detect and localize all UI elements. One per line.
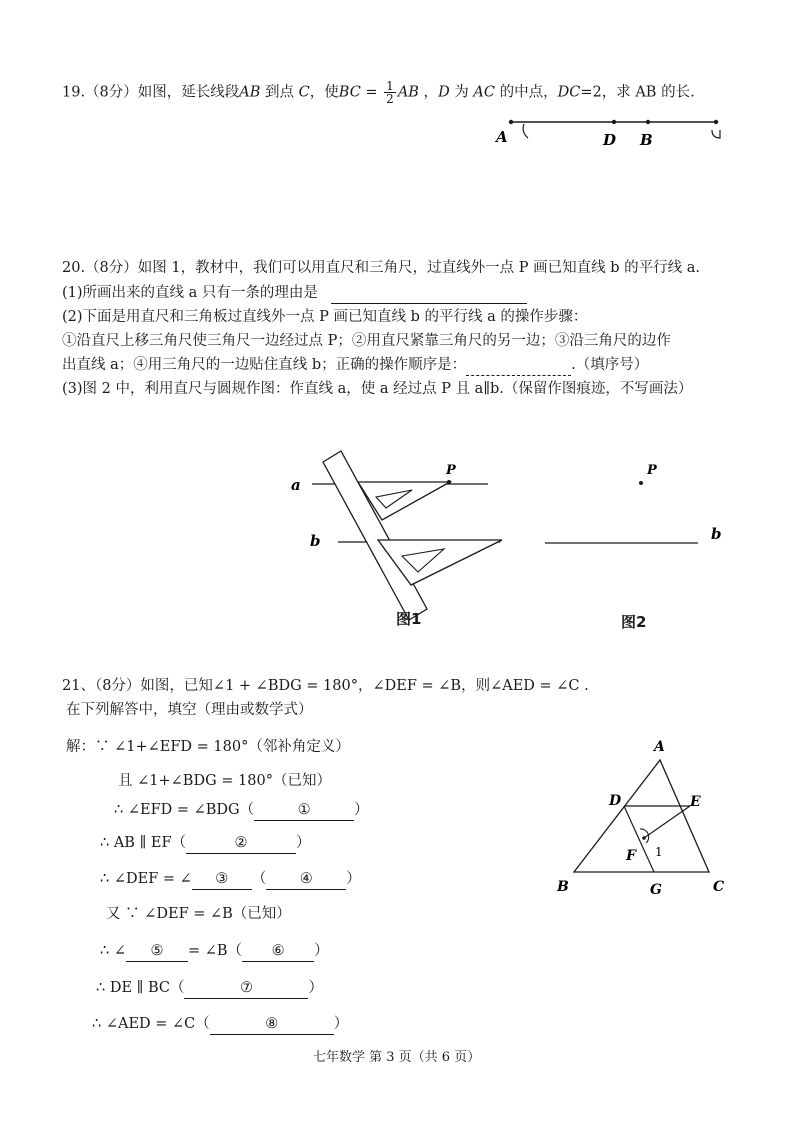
q20-line4: ①沿直尺上移三角尺使三角尺一边经过点 P；②用直尺紧靠三角尺的另一边；③沿三角尺的边作 — [62, 333, 671, 349]
q20-line5-tail: .（填序号） — [571, 357, 649, 373]
tri-label-f: F — [626, 848, 636, 864]
q19-mid2: ，使 — [309, 84, 339, 101]
q19-label-b: B — [640, 131, 653, 149]
fig2-label-p: P — [647, 463, 657, 478]
q19-ac: AC — [473, 84, 495, 101]
q19-mid1: 到点 — [260, 84, 299, 101]
tri-angle-1: 1 — [655, 845, 663, 859]
q21-step-2-close: ） — [354, 802, 369, 818]
q19-ab: AB — [239, 84, 261, 101]
tri-label-e: E — [690, 794, 701, 810]
q21-step-8-close: ） — [333, 1016, 349, 1032]
q19-frac-den: 2 — [386, 92, 394, 106]
q21-step-7-close: ） — [308, 980, 323, 996]
q21-step-6-mid: = ∠B（ — [187, 943, 243, 959]
q19-tail: =2，求 AB 的长. — [580, 84, 695, 101]
fig1-label-a: a — [291, 476, 301, 494]
q21-blank-1[interactable]: ① — [254, 800, 354, 821]
q21-step-1-text: 且 ∠1+∠BDG = 180°（已知） — [118, 773, 331, 789]
q21-blank-8[interactable]: ⑧ — [210, 1014, 334, 1035]
q21-step-8-text: ∴ ∠AED = ∠C（ — [92, 1016, 210, 1032]
q19-label-d: D — [603, 131, 617, 149]
q20-line1: 20.（8分）如图 1，教材中，我们可以用直尺和三角尺，过直线外一点 P 画已知直线 b 的平行线 a. — [62, 260, 700, 276]
q21-step-4-text: ∴ ∠DEF = ∠ — [100, 871, 192, 887]
q19-ab2: AB — [397, 84, 419, 101]
q20-line3: (2)下面是用直尺和三角板过直线外一点 P 画已知直线 b 的平行线 a 的操作步骤： — [62, 309, 588, 325]
q19-mid5: 的中点， — [495, 84, 558, 101]
tri-label-c: C — [713, 879, 725, 895]
tri-label-d: D — [609, 793, 622, 809]
fig2-label-b: b — [711, 525, 722, 543]
tri-label-b: B — [557, 879, 569, 895]
q21-step-2-text: ∴ ∠EFD = ∠BDG（ — [114, 802, 255, 818]
q19-dc: DC — [557, 84, 581, 101]
q21-step-7-text: ∴ DE ∥ BC（ — [96, 980, 185, 996]
q20-line2-text: (1)所画出来的直线 a 只有一条的理由是 — [62, 285, 318, 301]
q21-blank-7[interactable]: ⑦ — [184, 978, 308, 999]
q19-d: D — [438, 84, 450, 101]
q21-line2: 在下列解答中，填空（理由或数学式） — [66, 702, 313, 718]
page-footer: 七年数学 第 3 页（共 6 页） — [313, 1050, 481, 1065]
q19-mid4: 为 — [449, 84, 474, 101]
q20-line5-text: 出直线 a；④用三角尺的一边贴住直线 b；正确的操作顺序是： — [62, 357, 467, 373]
q21-step-4-open: （ — [251, 871, 267, 887]
fig1-caption: 图1 — [396, 610, 422, 628]
q19-label-a: A — [496, 128, 508, 146]
q21-blank-3[interactable]: ③ — [192, 869, 252, 890]
q19-c: C — [298, 84, 310, 101]
q19-eq: = — [360, 84, 383, 101]
q21-step-5-text: 又 ∵ ∠DEF = ∠B（已知） — [106, 906, 291, 922]
q21-blank-5[interactable]: ⑤ — [126, 941, 188, 962]
q21-blank-2[interactable]: ② — [186, 833, 296, 854]
q21-step-6-close: ） — [314, 943, 329, 959]
fig1-label-p: P — [446, 463, 456, 478]
q21-blank-6[interactable]: ⑥ — [242, 941, 314, 962]
q19-frac-num: 1 — [386, 79, 394, 93]
q21-step-0-text: 解：∵ ∠1+∠EFD = 180°（邻补角定义） — [66, 739, 350, 755]
q21-step-3-close: ） — [296, 835, 311, 851]
q21-step-4-close: ） — [346, 871, 361, 887]
q21-blank-4[interactable]: ④ — [266, 869, 346, 890]
q19-mid3: ， — [418, 84, 439, 101]
tri-label-g: G — [650, 882, 662, 898]
q21-step-3-text: ∴ AB ∥ EF（ — [100, 835, 187, 851]
q19-prefix: 19.（8分）如图，延长线段 — [62, 84, 240, 101]
q21-step-6-text: ∴ ∠ — [100, 943, 126, 959]
fig2-caption: 图2 — [621, 613, 647, 631]
fig1-label-b: b — [310, 532, 321, 550]
q19-bc: BC — [338, 84, 361, 101]
q21-line1: 21、（8分）如图，已知∠1 + ∠BDG = 180°，∠DEF = ∠B，则∠AED = ∠C . — [62, 678, 589, 694]
q20-line6: (3)图 2 中，利用直尺与圆规作图：作直线 a，使 a 经过点 P 且 a∥b.（保留作图痕迹，不写画法） — [62, 381, 693, 397]
tri-label-a: A — [654, 739, 665, 755]
